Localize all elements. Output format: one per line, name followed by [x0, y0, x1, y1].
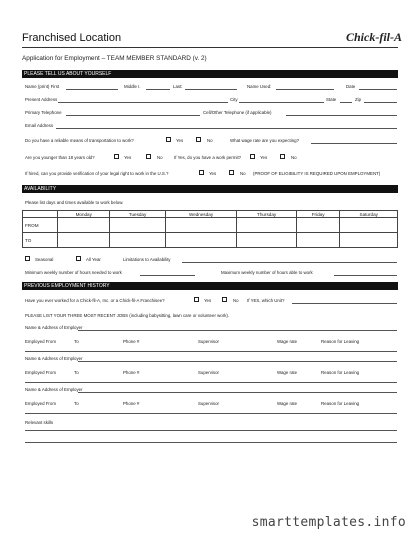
label-permit-question: If Yes, do you have a work permit?	[174, 155, 242, 160]
label-employer-1: Name & Address of Employer	[25, 325, 83, 330]
checkbox-worked-yes[interactable]	[194, 297, 199, 302]
checkbox-verify-no[interactable]	[229, 170, 234, 175]
column-monday: Monday	[58, 211, 110, 218]
label-phone-1: Phone #	[123, 339, 140, 344]
field-date[interactable]	[359, 89, 397, 90]
cell-from-saturday[interactable]	[340, 218, 398, 233]
availability-table	[22, 210, 398, 248]
label-reason-1: Reason for Leaving	[321, 339, 360, 344]
checkbox-seasonal[interactable]	[25, 256, 30, 261]
cell-to-tuesday[interactable]	[110, 233, 165, 248]
field-limitations[interactable]	[182, 262, 397, 263]
field-primary-telephone[interactable]	[66, 115, 200, 116]
cell-to-thursday[interactable]	[237, 233, 296, 248]
field-city[interactable]	[239, 102, 324, 103]
label-name-used: Name Used:	[247, 84, 272, 89]
column-wednesday: Wednesday	[165, 211, 237, 218]
label-age-question: Are you younger than 18 years old?	[25, 155, 95, 160]
checkbox-age-yes[interactable]	[114, 154, 119, 159]
label-email: Email Address	[25, 123, 54, 128]
checkbox-worked-no[interactable]	[222, 297, 227, 302]
label-employed-from-2: Employed From	[25, 370, 56, 375]
label-employer-3: Name & Address of Employer	[25, 387, 83, 392]
label-wage-3: Wage rate	[277, 401, 298, 406]
checkbox-age-no[interactable]	[146, 154, 151, 159]
label-min-hours: Minimum weekly number of hours needed to work	[25, 270, 122, 275]
label-worked-yes: Yes	[204, 298, 212, 303]
label-reason-2: Reason for Leaving	[321, 370, 360, 375]
field-relevant-skills-line-1[interactable]	[25, 430, 397, 431]
label-transport-no: No	[207, 138, 213, 143]
field-present-address[interactable]	[58, 102, 228, 103]
label-reason-3: Reason for Leaving	[321, 401, 360, 406]
cell-to-wednesday[interactable]	[165, 233, 237, 248]
label-zip: Zip	[355, 97, 362, 102]
label-last-name: Last:	[173, 84, 183, 89]
label-date: Date	[346, 84, 356, 89]
label-employer-2: Name & Address of Employer	[25, 356, 83, 361]
label-employed-from-3: Employed From	[25, 401, 56, 406]
label-city: City	[230, 97, 238, 102]
label-verify-yes: Yes	[209, 171, 217, 176]
field-employer-2[interactable]	[78, 361, 397, 362]
column-thursday: Thursday	[237, 211, 296, 218]
label-age-yes: Yes	[124, 155, 132, 160]
label-employed-from-1: Employed From	[25, 339, 56, 344]
cell-to-friday[interactable]	[296, 233, 340, 248]
section-header-availability: AVAILABILITY	[22, 185, 398, 193]
field-cell-telephone[interactable]	[286, 115, 397, 116]
label-age-no: No	[157, 155, 163, 160]
section-header-about: PLEASE TELL US ABOUT YOURSELF	[22, 70, 398, 78]
field-last-name[interactable]	[185, 89, 237, 90]
cell-from-thursday[interactable]	[237, 218, 296, 233]
section-header-history: PREVIOUS EMPLOYMENT HISTORY	[22, 282, 398, 290]
checkbox-permit-yes[interactable]	[250, 154, 255, 159]
checkbox-verify-yes[interactable]	[199, 170, 204, 175]
label-max-hours: Maximum weekly number of hours able to work	[221, 270, 313, 275]
chick-fil-a-logo: Chick-fil-A	[346, 30, 402, 44]
field-email[interactable]	[56, 128, 397, 129]
label-wage-1: Wage rate	[277, 339, 298, 344]
field-first-name[interactable]	[66, 89, 118, 90]
checkbox-transport-yes[interactable]	[166, 137, 171, 142]
cell-from-wednesday[interactable]	[165, 218, 237, 233]
field-zip[interactable]	[364, 102, 397, 103]
label-worked-question: Have you ever worked for a Chick-fil-A, Inc. or a Chick-fil-A Franchisee?	[25, 298, 165, 303]
label-permit-no: No	[291, 155, 297, 160]
field-employment-details-3[interactable]	[25, 413, 397, 414]
label-supervisor-2: Supervisor	[198, 370, 219, 375]
site-watermark: smarttemplates.info	[251, 515, 406, 530]
label-phone-2: Phone #	[123, 370, 140, 375]
label-limitations: Limitations to Availability	[123, 257, 171, 262]
label-permit-yes: Yes	[260, 155, 268, 160]
label-seasonal: Seasonal	[35, 257, 54, 262]
table-corner	[23, 211, 58, 218]
field-which-unit[interactable]	[292, 303, 397, 304]
label-all-year: All Year	[86, 257, 101, 262]
label-worked-no: No	[233, 298, 239, 303]
field-state[interactable]	[340, 102, 352, 103]
cell-from-tuesday[interactable]	[110, 218, 165, 233]
row-label-from: FROM	[23, 218, 58, 233]
label-list-jobs-instruction: PLEASE LIST YOUR THREE MOST RECENT JOBS (including babysitting, lawn care or volunteer work).	[25, 313, 230, 318]
field-max-hours[interactable]	[334, 275, 397, 276]
column-tuesday: Tuesday	[110, 211, 165, 218]
checkbox-transport-no[interactable]	[196, 137, 201, 142]
cell-from-friday[interactable]	[296, 218, 340, 233]
label-wage-question: What wage rate are you expecting?	[230, 138, 300, 143]
label-transport-question: Do you have a reliable means of transportation to work?	[25, 138, 134, 143]
field-employer-3[interactable]	[78, 392, 397, 393]
field-middle-initial[interactable]	[146, 89, 170, 90]
form-subtitle: Application for Employment – TEAM MEMBER STANDARD (v. 2)	[22, 55, 207, 62]
label-verify-question: If hired, can you provide verification of your legal right to work in the U.S.?	[25, 171, 169, 176]
label-phone-3: Phone #	[123, 401, 140, 406]
cell-from-monday[interactable]	[58, 218, 110, 233]
field-wage-expected[interactable]	[311, 143, 397, 144]
label-to-1: To	[74, 339, 79, 344]
checkbox-all-year[interactable]	[76, 256, 81, 261]
label-supervisor-1: Supervisor	[198, 339, 219, 344]
label-to-2: To	[74, 370, 79, 375]
label-cell-telephone: Cell/Other Telephone (if applicable)	[203, 110, 272, 115]
label-present-address: Present Address	[25, 97, 58, 102]
header-divider	[22, 47, 398, 48]
label-middle-initial: Middle I.	[124, 84, 141, 89]
label-name-first: Name (print) First	[25, 84, 60, 89]
label-proof-note: (PROOF OF ELIGIBILITY IS REQUIRED UPON EMPLOYMENT)	[253, 171, 381, 176]
field-relevant-skills-line-2[interactable]	[25, 442, 397, 443]
column-saturday: Saturday	[340, 211, 398, 218]
label-wage-2: Wage rate	[277, 370, 298, 375]
column-friday: Friday	[296, 211, 340, 218]
field-employer-1[interactable]	[78, 330, 397, 331]
label-primary-telephone: Primary Telephone	[25, 110, 62, 115]
row-label-to: TO	[23, 233, 58, 248]
field-employment-details-1[interactable]	[25, 351, 397, 352]
label-which-unit: If YES, which Unit?	[247, 298, 285, 303]
field-employment-details-2[interactable]	[25, 382, 397, 383]
label-transport-yes: Yes	[176, 138, 184, 143]
cell-to-saturday[interactable]	[340, 233, 398, 248]
field-min-hours[interactable]	[140, 275, 195, 276]
cell-to-monday[interactable]	[58, 233, 110, 248]
form-title: Franchised Location	[22, 32, 122, 44]
label-to-3: To	[74, 401, 79, 406]
label-state: State	[326, 97, 337, 102]
label-relevant-skills: Relevant skills	[25, 420, 54, 425]
checkbox-permit-no[interactable]	[280, 154, 285, 159]
label-availability-instruction: Please list days and times available to work below.	[25, 200, 124, 205]
label-supervisor-3: Supervisor	[198, 401, 219, 406]
field-name-used[interactable]	[276, 89, 334, 90]
label-verify-no: No	[240, 171, 246, 176]
